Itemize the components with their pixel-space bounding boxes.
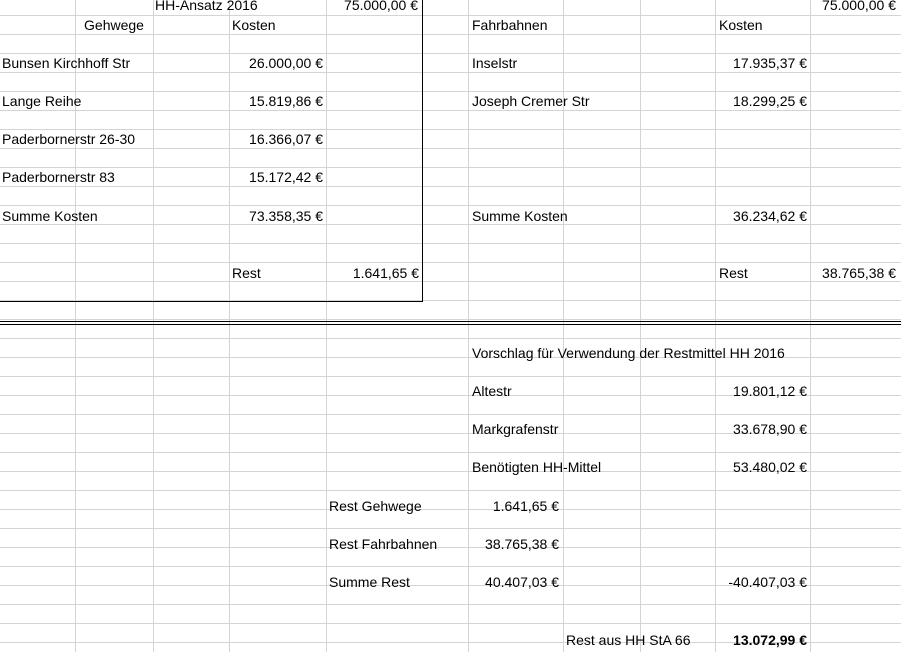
- rest-gehwege-label[interactable]: Rest Gehwege: [329, 498, 422, 514]
- summe-rest-label[interactable]: Summe Rest: [329, 574, 410, 590]
- fahrbahnen-item-cost[interactable]: 17.935,37 €: [733, 55, 807, 71]
- gehwege-item-cost[interactable]: 15.172,42 €: [249, 169, 323, 185]
- gehwege-box-bottom-border: [0, 301, 423, 302]
- gehwege-header[interactable]: Gehwege: [84, 17, 144, 33]
- hh-ansatz-gehwege-value[interactable]: 75.000,00 €: [344, 0, 418, 13]
- fahrbahnen-header[interactable]: Fahrbahnen: [472, 17, 548, 33]
- fahrbahnen-item-name[interactable]: Inselstr: [472, 55, 518, 71]
- grid-row-line: [0, 338, 901, 339]
- grid-row-line: [0, 376, 901, 377]
- grid-column-line: [468, 0, 469, 652]
- grid-row-line: [0, 566, 901, 567]
- grid-column-line: [810, 0, 811, 652]
- vorschlag-item-name[interactable]: Altestr: [472, 383, 512, 399]
- vorschlag-title[interactable]: Vorschlag für Verwendung der Restmittel HH 2016: [472, 345, 785, 361]
- gehwege-item-name[interactable]: Bunsen Kirchhoff Str: [2, 55, 131, 71]
- hh-ansatz-label[interactable]: HH-Ansatz 2016: [155, 0, 258, 13]
- hh-ansatz-fahrbahnen-value[interactable]: 75.000,00 €: [822, 0, 896, 13]
- benoetigt-label[interactable]: Benötigten HH-Mittel: [472, 459, 602, 475]
- gehwege-item-cost[interactable]: 15.819,86 €: [249, 93, 323, 109]
- gehwege-item-name[interactable]: Paderbornerstr 26-30: [2, 131, 136, 147]
- vorschlag-item-name[interactable]: Markgrafenstr: [472, 421, 559, 437]
- separator-line-top: [0, 321, 901, 322]
- gehwege-box-right-border: [422, 0, 423, 302]
- benoetigt-value[interactable]: 53.480,02 €: [733, 459, 807, 475]
- gehwege-rest-label[interactable]: Rest: [232, 265, 261, 281]
- final-rest-value[interactable]: 13.072,99 €: [733, 632, 807, 648]
- gehwege-item-cost[interactable]: 26.000,00 €: [249, 55, 323, 71]
- vorschlag-item-cost[interactable]: 19.801,12 €: [733, 383, 807, 399]
- grid-row-line: [0, 414, 901, 415]
- fahrbahnen-item-cost[interactable]: 18.299,25 €: [733, 93, 807, 109]
- rest-fahrbahnen-label[interactable]: Rest Fahrbahnen: [329, 536, 438, 552]
- rest-fahrbahnen-value[interactable]: 38.765,38 €: [485, 536, 559, 552]
- final-rest-label[interactable]: Rest aus HH StA 66: [566, 632, 691, 648]
- gehwege-summe-value[interactable]: 73.358,35 €: [249, 208, 323, 224]
- vorschlag-item-cost[interactable]: 33.678,90 €: [733, 421, 807, 437]
- gehwege-kosten-header[interactable]: Kosten: [232, 17, 276, 33]
- grid-row-line: [0, 528, 901, 529]
- grid-column-line: [640, 0, 641, 652]
- fahrbahnen-summe-label[interactable]: Summe Kosten: [472, 208, 568, 224]
- rest-gehwege-value[interactable]: 1.641,65 €: [492, 498, 559, 514]
- fahrbahnen-rest-label[interactable]: Rest: [719, 265, 748, 281]
- grid-row-line: [0, 205, 901, 206]
- fahrbahnen-kosten-header[interactable]: Kosten: [719, 17, 763, 33]
- grid-row-line: [0, 490, 901, 491]
- separator-line-bottom: [0, 324, 901, 325]
- gehwege-rest-value[interactable]: 1.641,65 €: [352, 265, 419, 281]
- grid-column-line: [153, 0, 154, 652]
- gehwege-item-name[interactable]: Lange Reihe: [2, 93, 82, 109]
- gehwege-summe-label[interactable]: Summe Kosten: [2, 208, 98, 224]
- grid-row-line: [0, 243, 901, 244]
- fahrbahnen-item-name[interactable]: Joseph Cremer Str: [472, 93, 590, 109]
- grid-row-line: [0, 262, 901, 263]
- fahrbahnen-summe-value[interactable]: 36.234,62 €: [733, 208, 807, 224]
- gehwege-item-cost[interactable]: 16.366,07 €: [249, 131, 323, 147]
- grid-row-line: [0, 623, 901, 624]
- summe-rest-negative-value[interactable]: -40.407,03 €: [728, 574, 807, 590]
- grid-row-line: [0, 319, 901, 320]
- grid-column-line: [326, 0, 327, 652]
- grid-row-line: [0, 452, 901, 453]
- grid-row-line: [0, 604, 901, 605]
- summe-rest-value[interactable]: 40.407,03 €: [485, 574, 559, 590]
- fahrbahnen-rest-value[interactable]: 38.765,38 €: [822, 265, 896, 281]
- gehwege-item-name[interactable]: Paderbornerstr 83: [2, 169, 115, 185]
